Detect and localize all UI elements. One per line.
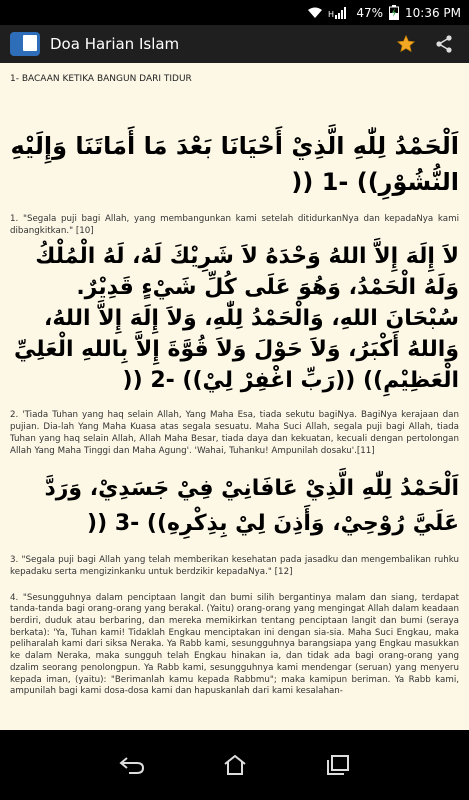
arabic-text-3: اَلْحَمْدُ لِلّٰهِ الَّذِيْ عَافَانِيْ فِيْ جَسَدِيْ، وَرَدَّ عَلَيَّ رُوْحِيْ، وَأَذِنَ لِيْ بِذِكْرِهِ)) -3 (( (44, 476, 459, 537)
translation-4: 4. "Sesungguhnya dalam penciptaan langit dan bumi silih bergantinya malam dan siang, terdapat tanda-tanda bagi orang-orang yang berakal. (Yaitu) orang-orang yang mengingat Allah dalam keadaan berdiri, duduk atau berbaring, dan mereka memikirkan tentang penciptaan langit dan bumi (seraya berkata): 'Ya, Tuhan kami! Tidaklah Engkau menciptakan ini dengan sia-sia. Maha Suci Engkau, maka peliharalah kami dari siksa Neraka. Ya Rabb kami, sesungguhnya barangsiapa yang Engkau masukkan ke dalam Neraka, maka sungguh telah Engkau hinakan ia, dan tidak ada bagi orang-orang yang dzalim seorang penolongpun. Ya Rabb kami, sesungguhnya kami mendengar (seruan) yang menyeru kepada iman, (yaitu): "Berimanlah kamu kepada Rabbmu"; maka kamipun beriman. Ya Rabb kami, ampunilah bagi kami dosa-dosa kami dan hapuskanlah dari kami kesalahan- (10, 592, 459, 697)
home-button[interactable] (215, 745, 255, 785)
clock: 10:36 PM (405, 5, 461, 20)
battery-charging-icon (389, 5, 399, 20)
share-icon (435, 35, 453, 53)
favorite-button[interactable] (391, 29, 421, 59)
translation-2: 2. 'Tiada Tuhan yang haq selain Allah, Yang Maha Esa, tiada sekutu bagiNya. BagiNya kerajaan dan pujian. Dia-lah Yang Maha Kuasa atas segala sesuatu. Maha Suci Allah, segala puji bagi Allah, tiada Tuhan yang haq selain Allah, Allah Maha Besar, tiada daya dan kekuatan, kecuali dengan pertolongan Allah Yang Maha Tinggi dan Maha Agung'. 'Wahai, Tuhanku! Ampunilah dosaku'.[11] (10, 410, 459, 456)
arabic-text-2: لاَ إِلَهَ إِلاَّ اللهُ وَحْدَهُ لاَ شَرِيْكَ لَهُ، لَهُ الْمُلْكُ وَلَهُ الْحَمْدُ، وَهُوَ عَلَى كُلِّ شَيْءٍ قَدِيْرٌ. سُبْحَانَ اللهِ، وَالْحَمْدُ لِلّٰهِ، وَلاَ إِلَهَ إِلاَّ اللهُ، وَاللهُ أَكْبَرُ، وَلاَ حَوْلَ وَلاَ قُوَّةَ إِلاَّ بِاللهِ الْعَلِيِّ الْعَظِيْمِ)) ((رَبِّ اغْفِرْ لِيْ)) -2 (( (14, 244, 459, 394)
arabic-text-1: اَلْحَمْدُ لِلّٰهِ الَّذِيْ أَحْيَانَا بَعْدَ مَا أَمَاتَنَا وَإِلَيْهِ النُّشُوْرِ)) -1 (( (10, 132, 459, 196)
back-button[interactable] (112, 745, 152, 785)
home-icon (222, 754, 248, 776)
share-button[interactable] (429, 29, 459, 59)
star-icon (396, 34, 416, 54)
prayer-content[interactable] (0, 63, 469, 730)
recent-apps-button[interactable] (318, 745, 358, 785)
wifi-icon (308, 7, 322, 19)
translation-3: 3. "Segala puji bagi Allah yang telah memberikan kesehatan pada jasadku dan mengembalikan ruhku kepadaku serta mengizinkanku untuk berdzikir kepadaNya." [12] (10, 555, 459, 577)
app-title: Doa Harian Islam (50, 35, 180, 53)
book-icon[interactable] (10, 32, 40, 56)
navigation-bar (0, 730, 469, 800)
section-heading: 1- BACAAN KETIKA BANGUN DARI TIDUR (10, 74, 192, 84)
status-bar (0, 0, 469, 25)
signal-icon (328, 7, 350, 19)
recent-apps-icon (326, 754, 350, 776)
svg-text:H: H (328, 9, 335, 19)
back-icon (119, 756, 145, 774)
battery-percent: 47% (356, 5, 383, 20)
translation-1: 1. "Segala puji bagi Allah, yang membangunkan kami setelah ditidurkanNya dan kepadaNya kami dibangkitkan." [10] (10, 214, 459, 236)
action-bar (0, 25, 469, 63)
